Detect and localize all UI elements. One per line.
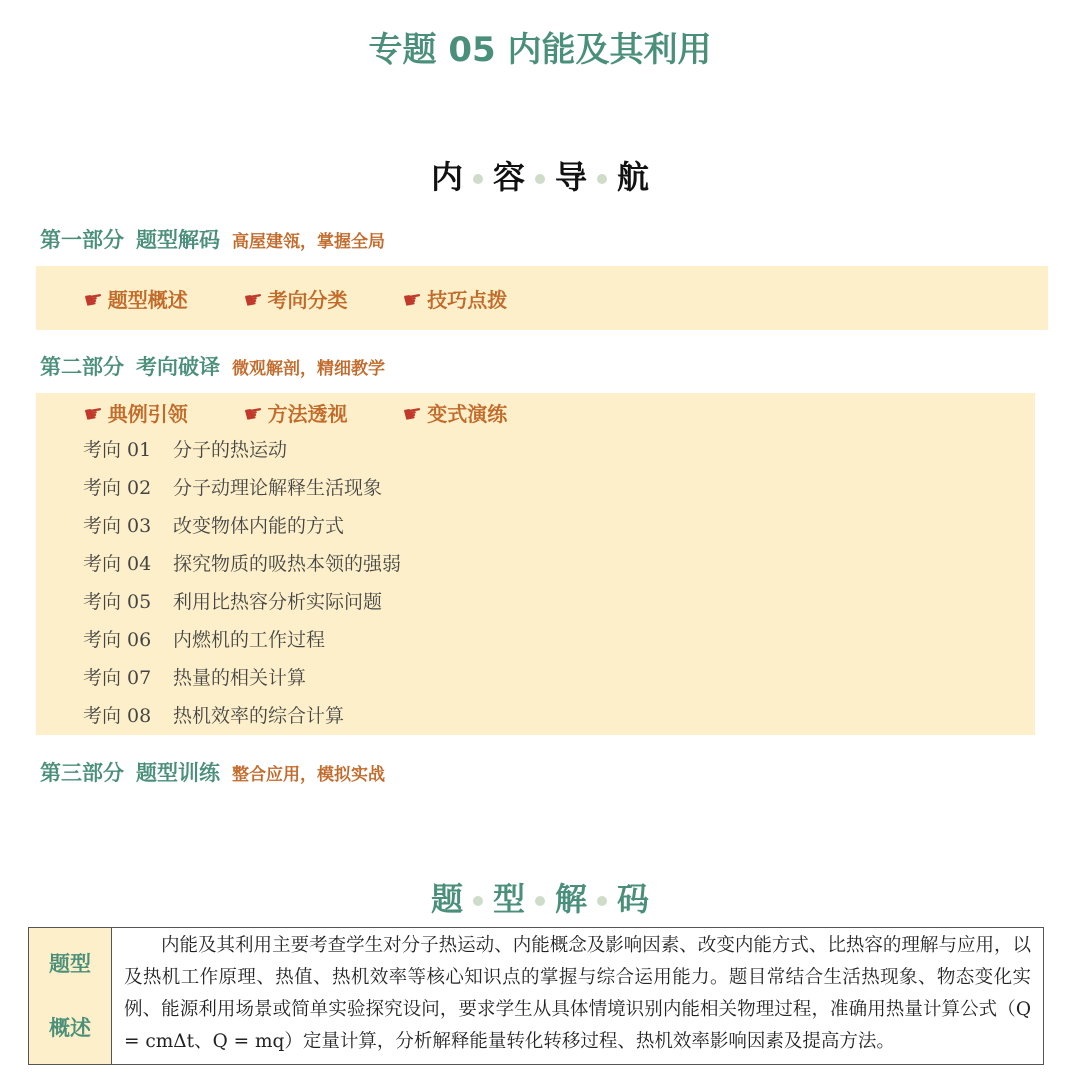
list-item[interactable] bbox=[83, 588, 401, 626]
kaoxiang-text: 分子的热运动 bbox=[173, 439, 288, 461]
table-row bbox=[29, 928, 1044, 1065]
nav-heading-char: 容 bbox=[492, 158, 525, 196]
part-topic: 题型训练 bbox=[136, 761, 220, 785]
part-slogan: 微观解剖，精细教学 bbox=[232, 359, 385, 379]
dot-separator bbox=[473, 174, 483, 184]
dot-separator bbox=[597, 174, 607, 184]
nav-heading-char: 导 bbox=[555, 158, 588, 196]
part-two-pills bbox=[81, 398, 563, 429]
pill-label: 变式演练 bbox=[427, 402, 508, 426]
pill-label: 题型概述 bbox=[107, 288, 188, 312]
part-name: 第二部分 bbox=[40, 355, 124, 379]
kaoxiang-number: 考向 02 bbox=[83, 477, 152, 499]
part-one-line bbox=[40, 224, 385, 254]
list-item[interactable] bbox=[83, 626, 401, 664]
kaoxiang-number: 考向 04 bbox=[83, 553, 152, 575]
kaoxiang-number: 考向 01 bbox=[83, 439, 152, 461]
part-three-line bbox=[40, 757, 385, 787]
pill-item[interactable] bbox=[81, 284, 188, 315]
nav-heading-char: 内 bbox=[430, 158, 463, 196]
part-slogan: 整合应用，模拟实战 bbox=[232, 765, 385, 785]
list-item[interactable] bbox=[83, 664, 401, 702]
pointing-hand-icon: ☛ bbox=[401, 400, 426, 429]
pill-label: 技巧点拨 bbox=[427, 288, 508, 312]
dot-separator bbox=[597, 896, 607, 906]
list-item[interactable] bbox=[83, 550, 401, 588]
overview-label-cell bbox=[29, 928, 112, 1065]
part-name: 第三部分 bbox=[40, 761, 124, 785]
list-item[interactable] bbox=[83, 512, 401, 550]
pill-item[interactable] bbox=[81, 398, 188, 429]
kaoxiang-text: 改变物体内能的方式 bbox=[173, 515, 345, 537]
kaoxiang-number: 考向 05 bbox=[83, 591, 152, 613]
decode-heading-char: 码 bbox=[617, 880, 650, 918]
kaoxiang-number: 考向 08 bbox=[83, 705, 152, 727]
list-item[interactable] bbox=[83, 474, 401, 512]
pointing-hand-icon: ☛ bbox=[81, 286, 106, 315]
pointing-hand-icon: ☛ bbox=[241, 286, 266, 315]
kaoxiang-text: 热量的相关计算 bbox=[173, 667, 307, 689]
pill-label: 考向分类 bbox=[267, 288, 348, 312]
part-two-line bbox=[40, 351, 385, 381]
kaoxiang-number: 考向 06 bbox=[83, 629, 152, 651]
kaoxiang-text: 探究物质的吸热本领的强弱 bbox=[173, 553, 402, 575]
pointing-hand-icon: ☛ bbox=[401, 286, 426, 315]
pill-label: 方法透视 bbox=[267, 402, 348, 426]
pill-item[interactable] bbox=[241, 398, 348, 429]
part-one-pills bbox=[81, 284, 563, 315]
kaoxiang-text: 热机效率的综合计算 bbox=[173, 705, 345, 727]
pointing-hand-icon: ☛ bbox=[241, 400, 266, 429]
nav-heading bbox=[0, 152, 1080, 198]
part-slogan: 高屋建瓴，掌握全局 bbox=[232, 232, 385, 252]
overview-text: 内能及其利用主要考查学生对分子热运动、内能概念及影响因素、改变内能方式、比热容的理解与应用，以及热机工作原理、热值、热机效率等核心知识点的掌握与综合运用能力。题目常结合生活热现象、物态变化实例、能源利用场景或简单实验探究设问，要求学生从具体情境识别内能相关物理过程，准确用热量计算公式（Q = cmΔt、Q = mq）定量计算，分析解释能量转化转移过程、热机效率影响因素及提高方法。 bbox=[112, 928, 1044, 1065]
pointing-hand-icon: ☛ bbox=[81, 400, 106, 429]
page-title: 专题 05 内能及其利用 bbox=[368, 30, 712, 70]
dot-separator bbox=[535, 896, 545, 906]
pill-item[interactable] bbox=[403, 284, 507, 313]
decode-heading bbox=[0, 874, 1080, 920]
overview-label-line: 概述 bbox=[49, 1016, 91, 1040]
pill-item[interactable] bbox=[403, 398, 507, 427]
kaoxiang-number: 考向 07 bbox=[83, 667, 152, 689]
part-topic: 题型解码 bbox=[136, 228, 220, 252]
kaoxiang-text: 利用比热容分析实际问题 bbox=[173, 591, 383, 613]
dot-separator bbox=[535, 174, 545, 184]
dot-separator bbox=[473, 896, 483, 906]
overview-table bbox=[28, 927, 1044, 1065]
list-item[interactable] bbox=[83, 436, 401, 474]
nav-heading-char: 航 bbox=[617, 158, 650, 196]
decode-heading-char: 型 bbox=[492, 880, 525, 918]
pill-label: 典例引领 bbox=[107, 402, 188, 426]
kaoxiang-list bbox=[83, 436, 401, 740]
list-item[interactable] bbox=[83, 702, 401, 740]
part-topic: 考向破译 bbox=[136, 355, 220, 379]
kaoxiang-text: 内燃机的工作过程 bbox=[173, 629, 326, 651]
overview-label-line: 题型 bbox=[49, 952, 91, 976]
decode-heading-char: 题 bbox=[430, 880, 463, 918]
part-name: 第一部分 bbox=[40, 228, 124, 252]
pill-item[interactable] bbox=[241, 284, 348, 315]
kaoxiang-number: 考向 03 bbox=[83, 515, 152, 537]
kaoxiang-text: 分子动理论解释生活现象 bbox=[173, 477, 383, 499]
decode-heading-char: 解 bbox=[555, 880, 588, 918]
